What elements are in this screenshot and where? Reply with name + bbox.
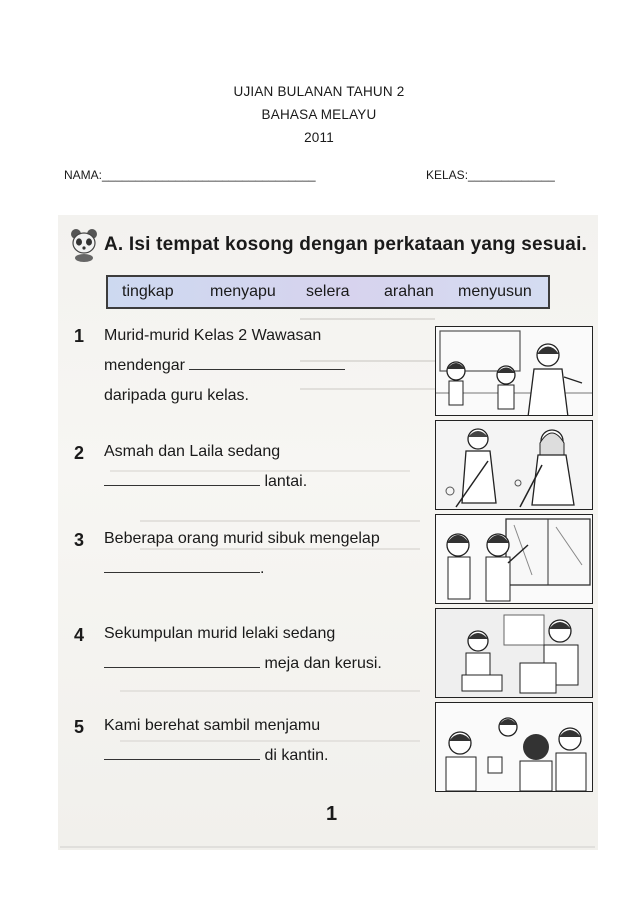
question-3	[104, 524, 380, 584]
question-number: 2	[74, 443, 85, 463]
question-text: di kantin.	[264, 747, 329, 764]
question-2	[104, 437, 307, 497]
illustration-boys-arranging-furniture	[435, 608, 593, 698]
question-text: .	[260, 560, 265, 577]
panda-mascot-icon	[66, 226, 102, 262]
question-number: 3	[74, 530, 85, 550]
title-line-1: UJIAN BULANAN TAHUN 2	[233, 84, 405, 99]
name-field[interactable]: NAMA:________________________________	[64, 168, 316, 182]
question-text: meja dan kerusi.	[264, 655, 382, 672]
question-1	[104, 321, 345, 411]
answer-blank[interactable]	[104, 745, 260, 760]
word-bank-item: tingkap	[122, 283, 174, 300]
question-number: 1	[74, 326, 85, 346]
word-bank	[106, 275, 550, 309]
answer-blank[interactable]	[104, 653, 260, 668]
question-5	[104, 711, 329, 771]
class-field[interactable]: KELAS:_____________	[426, 168, 555, 182]
illustration-girls-sweeping-floor	[435, 420, 593, 510]
title-line-2: BAHASA MELAYU	[261, 107, 377, 122]
question-number: 4	[74, 625, 85, 645]
illustration-teacher-giving-instructions	[435, 326, 593, 416]
illustration-boys-wiping-window	[435, 514, 593, 604]
word-bank-item: arahan	[384, 283, 434, 300]
question-4	[104, 619, 382, 679]
title-line-3: 2011	[304, 130, 334, 145]
question-text: Murid-murid Kelas 2 Wawasan	[104, 327, 322, 344]
question-number: 5	[74, 717, 85, 737]
question-text: daripada guru kelas.	[104, 387, 249, 404]
illustration-pupils-eating-canteen	[435, 702, 593, 792]
answer-blank[interactable]	[104, 558, 260, 573]
word-bank-item: selera	[306, 283, 350, 300]
question-text: lantai.	[264, 473, 308, 490]
answer-blank[interactable]	[189, 355, 345, 370]
question-text: mendengar	[104, 357, 185, 374]
word-bank-item: menyapu	[210, 283, 276, 300]
question-text: Sekumpulan murid lelaki sedang	[104, 625, 336, 642]
section-title: A. Isi tempat kosong dengan perkataan yang sesuai.	[104, 234, 588, 255]
question-text: Beberapa orang murid sibuk mengelap	[104, 530, 380, 547]
question-text: Kami berehat sambil menjamu	[104, 717, 321, 734]
word-bank-item: menyusun	[458, 283, 532, 300]
answer-blank[interactable]	[104, 471, 260, 486]
page-number: 1	[326, 803, 338, 825]
question-text: Asmah dan Laila sedang	[104, 443, 281, 460]
